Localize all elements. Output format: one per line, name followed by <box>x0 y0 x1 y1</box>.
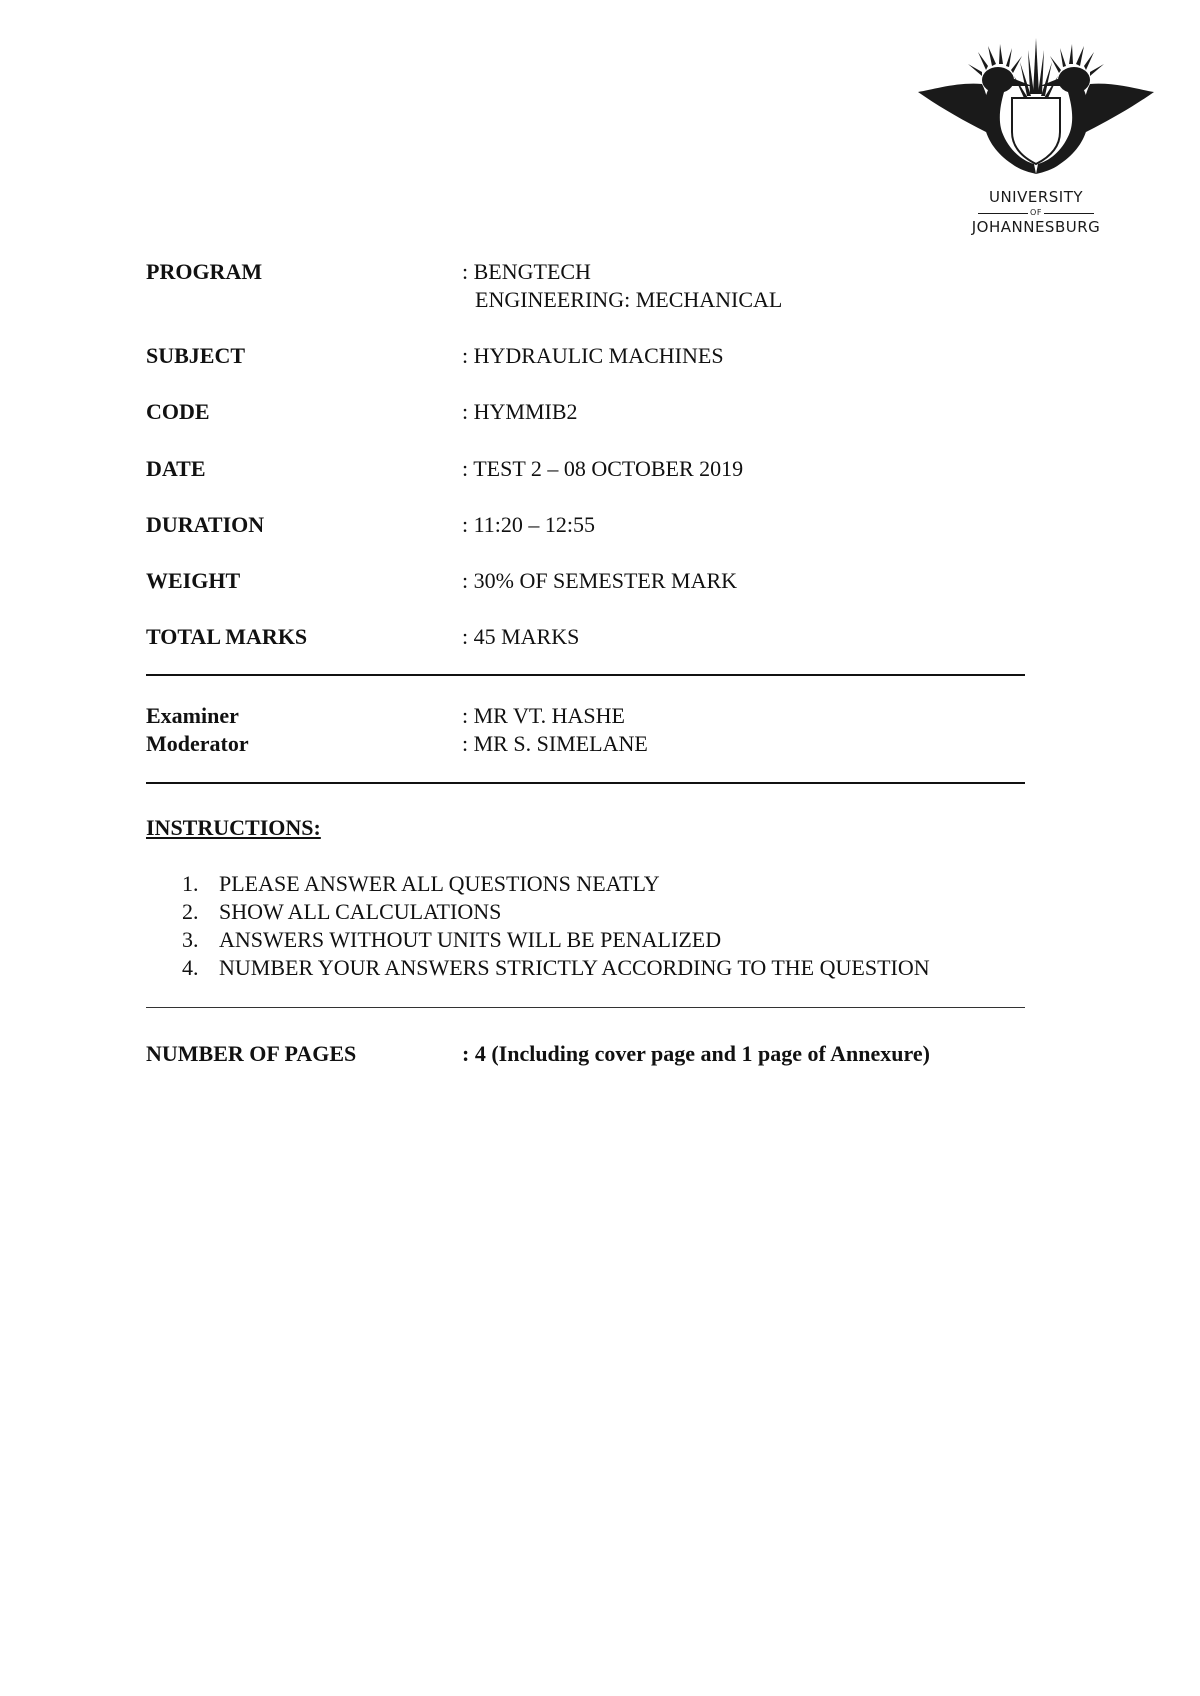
detail-value: : HYDRAULIC MACHINES <box>462 343 724 368</box>
list-item-text: SHOW ALL CALCULATIONS <box>219 899 502 924</box>
detail-value-line1: : BENGTECH <box>462 259 591 284</box>
divider-dashed <box>146 1007 1025 1008</box>
logo-of-text: OF <box>1030 208 1042 217</box>
list-item-number: 3. <box>182 927 199 952</box>
list-item-number: 1. <box>182 871 199 896</box>
staff-label: Examiner <box>146 703 239 728</box>
list-item-number: 2. <box>182 899 199 924</box>
detail-value: : 11:20 – 12:55 <box>462 512 596 537</box>
pages-label: NUMBER OF PAGES <box>146 1041 357 1066</box>
detail-value: : 45 MARKS <box>462 624 580 649</box>
detail-label: SUBJECT <box>146 343 246 368</box>
detail-value: : 30% OF SEMESTER MARK <box>462 568 738 593</box>
detail-label: PROGRAM <box>146 259 263 284</box>
list-item <box>146 870 1026 898</box>
logo-johannesburg-text: JOHANNESBURG <box>971 218 1101 236</box>
detail-label: DATE <box>146 456 206 481</box>
detail-value <box>462 258 782 314</box>
divider-top <box>146 674 1025 676</box>
detail-value-line2: ENGINEERING: MECHANICAL <box>475 287 783 312</box>
detail-value: : TEST 2 – 08 OCTOBER 2019 <box>462 456 744 481</box>
list-item <box>146 926 1026 954</box>
pages-value: : 4 (Including cover page and 1 page of Annexure) <box>462 1041 930 1066</box>
list-item-number: 4. <box>182 955 199 980</box>
instructions-list <box>146 870 1026 982</box>
detail-label: TOTAL MARKS <box>146 624 308 649</box>
logo-rule-right <box>1044 213 1094 214</box>
detail-label: CODE <box>146 399 210 424</box>
detail-label: WEIGHT <box>146 568 241 593</box>
detail-value: : HYMMIB2 <box>462 399 578 424</box>
detail-label: DURATION <box>146 512 265 537</box>
university-logo <box>916 36 1156 242</box>
staff-label: Moderator <box>146 731 249 756</box>
list-item-text: ANSWERS WITHOUT UNITS WILL BE PENALIZED <box>219 927 722 952</box>
divider-bottom <box>146 782 1025 784</box>
list-item-text: PLEASE ANSWER ALL QUESTIONS NEATLY <box>219 871 660 896</box>
list-item-text: NUMBER YOUR ANSWERS STRICTLY ACCORDING TO THE QUESTION <box>219 955 930 980</box>
list-item <box>146 954 1026 982</box>
logo-university-text: UNIVERSITY <box>988 188 1084 206</box>
instructions-title: INSTRUCTIONS: <box>146 815 321 840</box>
list-item <box>146 898 1026 926</box>
staff-value: : MR VT. HASHE <box>462 703 625 728</box>
university-crest-icon <box>916 36 1156 186</box>
staff-value: : MR S. SIMELANE <box>462 731 648 756</box>
